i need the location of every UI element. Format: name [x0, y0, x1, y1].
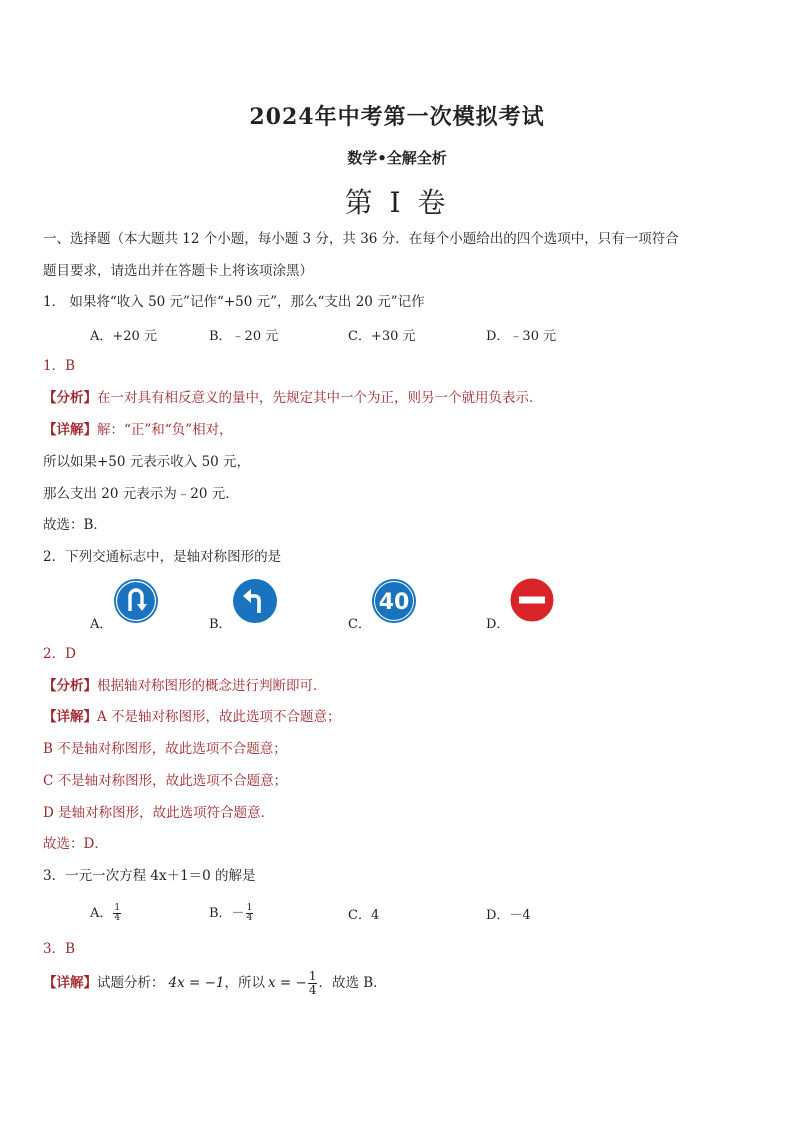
speed-limit-sign-icon [371, 578, 417, 624]
detail-text: 解：“正”和“负”相对， [97, 422, 233, 438]
q3-option-c: C．4 [348, 908, 380, 923]
fraction: $\frac{1}{4}$ [114, 903, 121, 923]
q2-option-b-letter: B． [209, 617, 232, 632]
section-intro-line2: 题目要求，请选出并在答题卡上将该项涂黑） [43, 263, 313, 279]
q2-detail-line4: D 是轴对称图形，故此选项符合题意． [43, 805, 275, 821]
q1-option-b: B．﹣20 元 [209, 329, 279, 344]
detail-text: A 不是轴对称图形，故此选项不合题意； [97, 709, 341, 725]
q2-detail-line3: C 不是轴对称图形，故此选项不合题意； [43, 773, 288, 789]
detail-tag: 【详解】 [43, 975, 97, 991]
analysis-tag: 【分析】 [43, 678, 97, 694]
detail-pre: 试题分析： [97, 975, 165, 991]
q3-answer: 3．B [43, 941, 76, 957]
q2-stem: 2．下列交通标志中，是轴对称图形的是 [43, 549, 282, 565]
q2-analysis [43, 676, 327, 696]
speed-limit-value: 40 [378, 590, 410, 615]
option-label: A． [90, 906, 113, 921]
q1-answer: 1．B [43, 358, 76, 374]
u-turn-sign-icon [113, 578, 159, 624]
q3-detail [43, 970, 387, 997]
turn-left-sign-icon [232, 578, 278, 624]
detail-tag: 【详解】 [43, 422, 97, 438]
fraction: $\frac{1}{4}$ [308, 969, 317, 997]
q1-option-c: C．+30 元 [348, 329, 416, 344]
analysis-text: 在一对具有相反意义的量中，先规定其中一个为正，则另一个就用负表示． [97, 390, 543, 406]
q1-detail [43, 420, 233, 440]
q1-analysis [43, 388, 543, 408]
volume-heading: 第 I 卷 [344, 186, 450, 219]
q1-detail-line3: 那么支出 20 元表示为﹣20 元． [43, 486, 239, 502]
q1-stem: 1． 如果将“收入 50 元”记作“+50 元”，那么“支出 20 元”记作 [43, 294, 425, 310]
fraction: $\frac{1}{4}$ [246, 903, 253, 923]
q2-option-c-letter: C． [348, 617, 371, 632]
q2-detail-line2: B 不是轴对称图形，故此选项不合题意； [43, 741, 287, 757]
q1-detail-line2: 所以如果+50 元表示收入 50 元， [43, 454, 251, 470]
q3-option-a [90, 902, 122, 923]
q1-option-a: A．+20 元 [90, 329, 157, 344]
option-label: B．－ [209, 906, 245, 921]
q1-option-d: D．﹣30 元 [486, 329, 557, 344]
detail-post: ．故选 B． [318, 975, 387, 991]
page-subtitle: 数学•全解全析 [347, 149, 447, 167]
no-entry-sign-icon [509, 577, 555, 623]
equation-1: 4x = −1 [168, 975, 225, 991]
detail-mid: ，所以 [224, 975, 265, 991]
q3-option-b [209, 902, 254, 923]
q2-detail [43, 707, 341, 727]
equation-2: x = − [268, 975, 307, 991]
section-intro-line1: 一、选择题（本大题共 12 个小题，每小题 3 分，共 36 分．在每个小题给出的四个选项中，只有一项符合 [43, 231, 679, 247]
q2-answer: 2．D [43, 646, 76, 662]
detail-tag: 【详解】 [43, 709, 97, 725]
analysis-tag: 【分析】 [43, 390, 97, 406]
q2-option-d-letter: D． [486, 617, 510, 632]
q2-choice: 故选：D． [43, 836, 108, 852]
q3-stem: 3．一元一次方程 4x＋1＝0 的解是 [43, 868, 256, 884]
q3-option-d: D．－4 [486, 908, 531, 923]
q1-choice: 故选：B． [43, 517, 107, 533]
page-title: 2024年中考第一次模拟考试 [249, 104, 545, 130]
analysis-text: 根据轴对称图形的概念进行判断即可． [97, 678, 327, 694]
q2-option-a-letter: A． [90, 617, 113, 632]
